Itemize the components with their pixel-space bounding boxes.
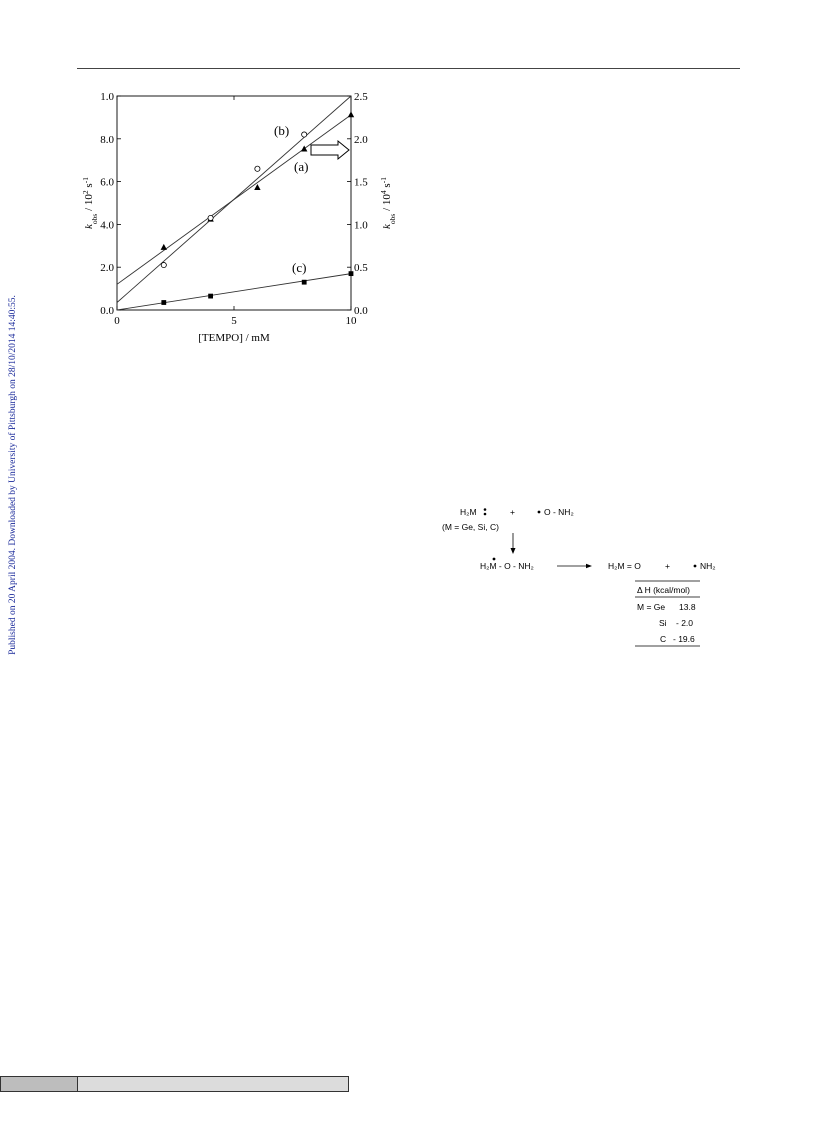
y-tick-label-left: 1.0 [100, 91, 114, 103]
y-tick-label-right: 0.5 [354, 262, 368, 275]
footer-bar [0, 1076, 349, 1092]
lone-pair-dot-lower [484, 513, 487, 516]
y-tick-label-left: 0.0 [100, 305, 114, 317]
data-point-a [161, 244, 167, 250]
data-point-c [161, 300, 166, 305]
data-point-b [161, 262, 166, 267]
data-point-b [255, 166, 260, 171]
scheme-arrow-down [511, 533, 516, 554]
y-tick-label-right: 2.0 [354, 133, 368, 146]
plot-frame [117, 96, 351, 310]
data-point-c [302, 280, 307, 285]
y-tick-label-left: 2.0 [100, 262, 114, 275]
table-row-label: M = Ge [637, 602, 666, 612]
top-rule [77, 68, 740, 69]
radical-dot-o [538, 511, 541, 514]
kinetics-chart [70, 80, 410, 350]
footer-bar-left-cell [1, 1077, 78, 1091]
x-tick-label: 10 [345, 315, 357, 327]
table-row-value: 13.8 [679, 602, 696, 612]
reaction-scheme [430, 498, 730, 653]
series-label-c: (c) [292, 260, 307, 275]
scheme-line1 [442, 507, 574, 532]
reactant-aminoxyl: O - NH₂ [544, 507, 574, 517]
y-tick-label-left: 8.0 [100, 133, 114, 146]
y-tick-label-right: 2.5 [354, 91, 368, 103]
y-axis-label-left: $k_{obs} / 10^2$ $s^{-1}$ [80, 177, 99, 229]
series-label-a: (a) [294, 159, 309, 174]
y-tick-label-right: 1.5 [354, 176, 368, 189]
right-axis-arrow [311, 141, 349, 159]
y-tick-label-right: 0.0 [354, 305, 368, 317]
plus-sign-2: + [665, 561, 670, 571]
scheme-line2 [480, 558, 716, 571]
condition-label: (M = Ge, Si, C) [442, 522, 499, 532]
radical-dot-n [694, 565, 697, 568]
download-note [6, 270, 20, 680]
data-point-a [348, 111, 354, 117]
product-oxide: H₂M = O [608, 561, 641, 571]
fit-line-c [117, 274, 351, 310]
enthalpy-table [635, 581, 700, 646]
table-row-label: Si [659, 618, 667, 628]
table-header: Δ H (kcal/mol) [637, 585, 690, 595]
series-label-b: (b) [274, 123, 290, 138]
data-point-a [254, 184, 260, 190]
y-axis-label-right: $k_{obs} / 10^4$ $s^{-1}$ [378, 177, 397, 229]
data-point-a [301, 145, 307, 151]
intermediate-adduct: H₂M - O - NH₂ [480, 561, 534, 571]
x-axis-label: [TEMPO] / mM [198, 332, 270, 344]
table-row-value: - 19.6 [673, 634, 695, 644]
x-tick-label: 0 [114, 315, 120, 327]
product-amino: NH₂ [700, 561, 716, 571]
table-row-value: - 2.0 [676, 618, 694, 628]
radical-dot-m [493, 558, 496, 561]
data-point-c [208, 294, 213, 299]
download-note-text: Published on 20 April 2004. Downloaded by University of Pittsburgh on 28/10/2014 14:40:55. [8, 295, 18, 655]
x-tick-label: 5 [231, 315, 237, 327]
lone-pair-dot-upper [484, 508, 487, 511]
data-point-b [302, 132, 307, 137]
reactant-carbene: H₂M [460, 507, 477, 517]
y-tick-label-right: 1.0 [354, 219, 368, 232]
data-point-c [349, 271, 354, 276]
y-tick-label-left: 6.0 [100, 176, 114, 189]
fit-line-b [117, 96, 351, 303]
y-tick-label-left: 4.0 [100, 219, 114, 232]
data-point-b [208, 215, 213, 220]
table-row-label: C [660, 634, 667, 644]
plus-sign-1: + [510, 507, 515, 517]
